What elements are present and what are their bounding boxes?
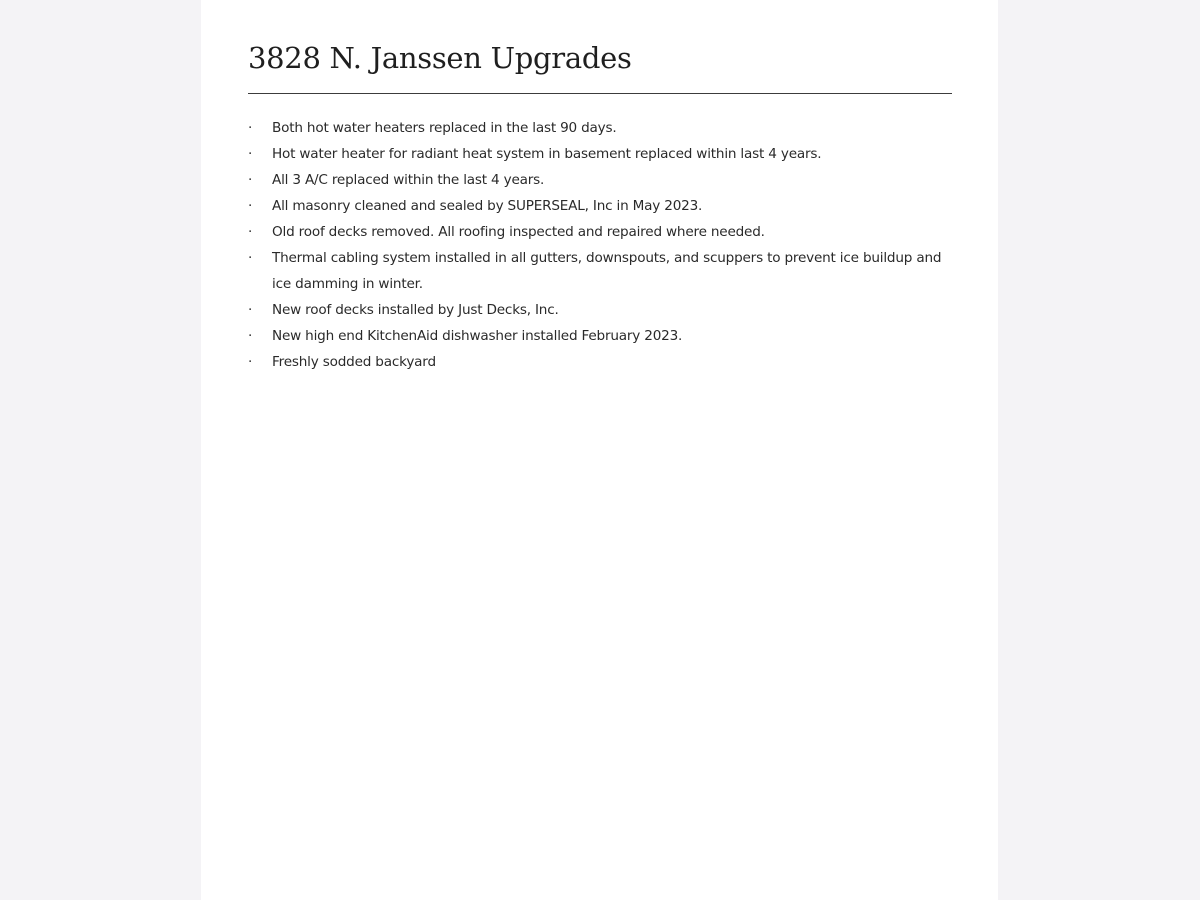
list-item: [248, 141, 952, 167]
list-item-text: New high end KitchenAid dishwasher installed February 2023.: [272, 328, 683, 344]
bullet-icon: ·: [248, 224, 253, 240]
list-item: [248, 245, 952, 297]
list-item: [248, 323, 952, 349]
list-item-text: Hot water heater for radiant heat system in basement replaced within last 4 years.: [272, 146, 822, 162]
list-item: [248, 115, 952, 141]
bullet-icon: ·: [248, 146, 253, 162]
title-divider: [248, 93, 952, 94]
list-item: [248, 297, 952, 323]
list-item-text: New roof decks installed by Just Decks, Inc.: [272, 302, 559, 318]
list-item-text: All masonry cleaned and sealed by SUPERSEAL, Inc in May 2023.: [272, 198, 703, 214]
bullet-icon: ·: [248, 302, 253, 318]
list-item-text: Thermal cabling system installed in all gutters, downspouts, and scuppers to prevent ice buildup and ice damming in winter.: [272, 250, 942, 292]
bullet-icon: ·: [248, 198, 253, 214]
bullet-icon: ·: [248, 120, 253, 136]
document-page: [201, 0, 998, 900]
list-item: [248, 349, 952, 375]
document-title: 3828 N. Janssen Upgrades: [248, 41, 632, 75]
bullet-icon: ·: [248, 328, 253, 344]
bullet-icon: ·: [248, 354, 253, 370]
list-item-text: All 3 A/C replaced within the last 4 years.: [272, 172, 545, 188]
upgrades-list: [248, 115, 952, 375]
list-item: [248, 219, 952, 245]
list-item: [248, 167, 952, 193]
bullet-icon: ·: [248, 250, 253, 266]
list-item-text: Freshly sodded backyard: [272, 354, 436, 370]
bullet-icon: ·: [248, 172, 253, 188]
list-item-text: Both hot water heaters replaced in the last 90 days.: [272, 120, 617, 136]
list-item-text: Old roof decks removed. All roofing inspected and repaired where needed.: [272, 224, 765, 240]
list-item: [248, 193, 952, 219]
